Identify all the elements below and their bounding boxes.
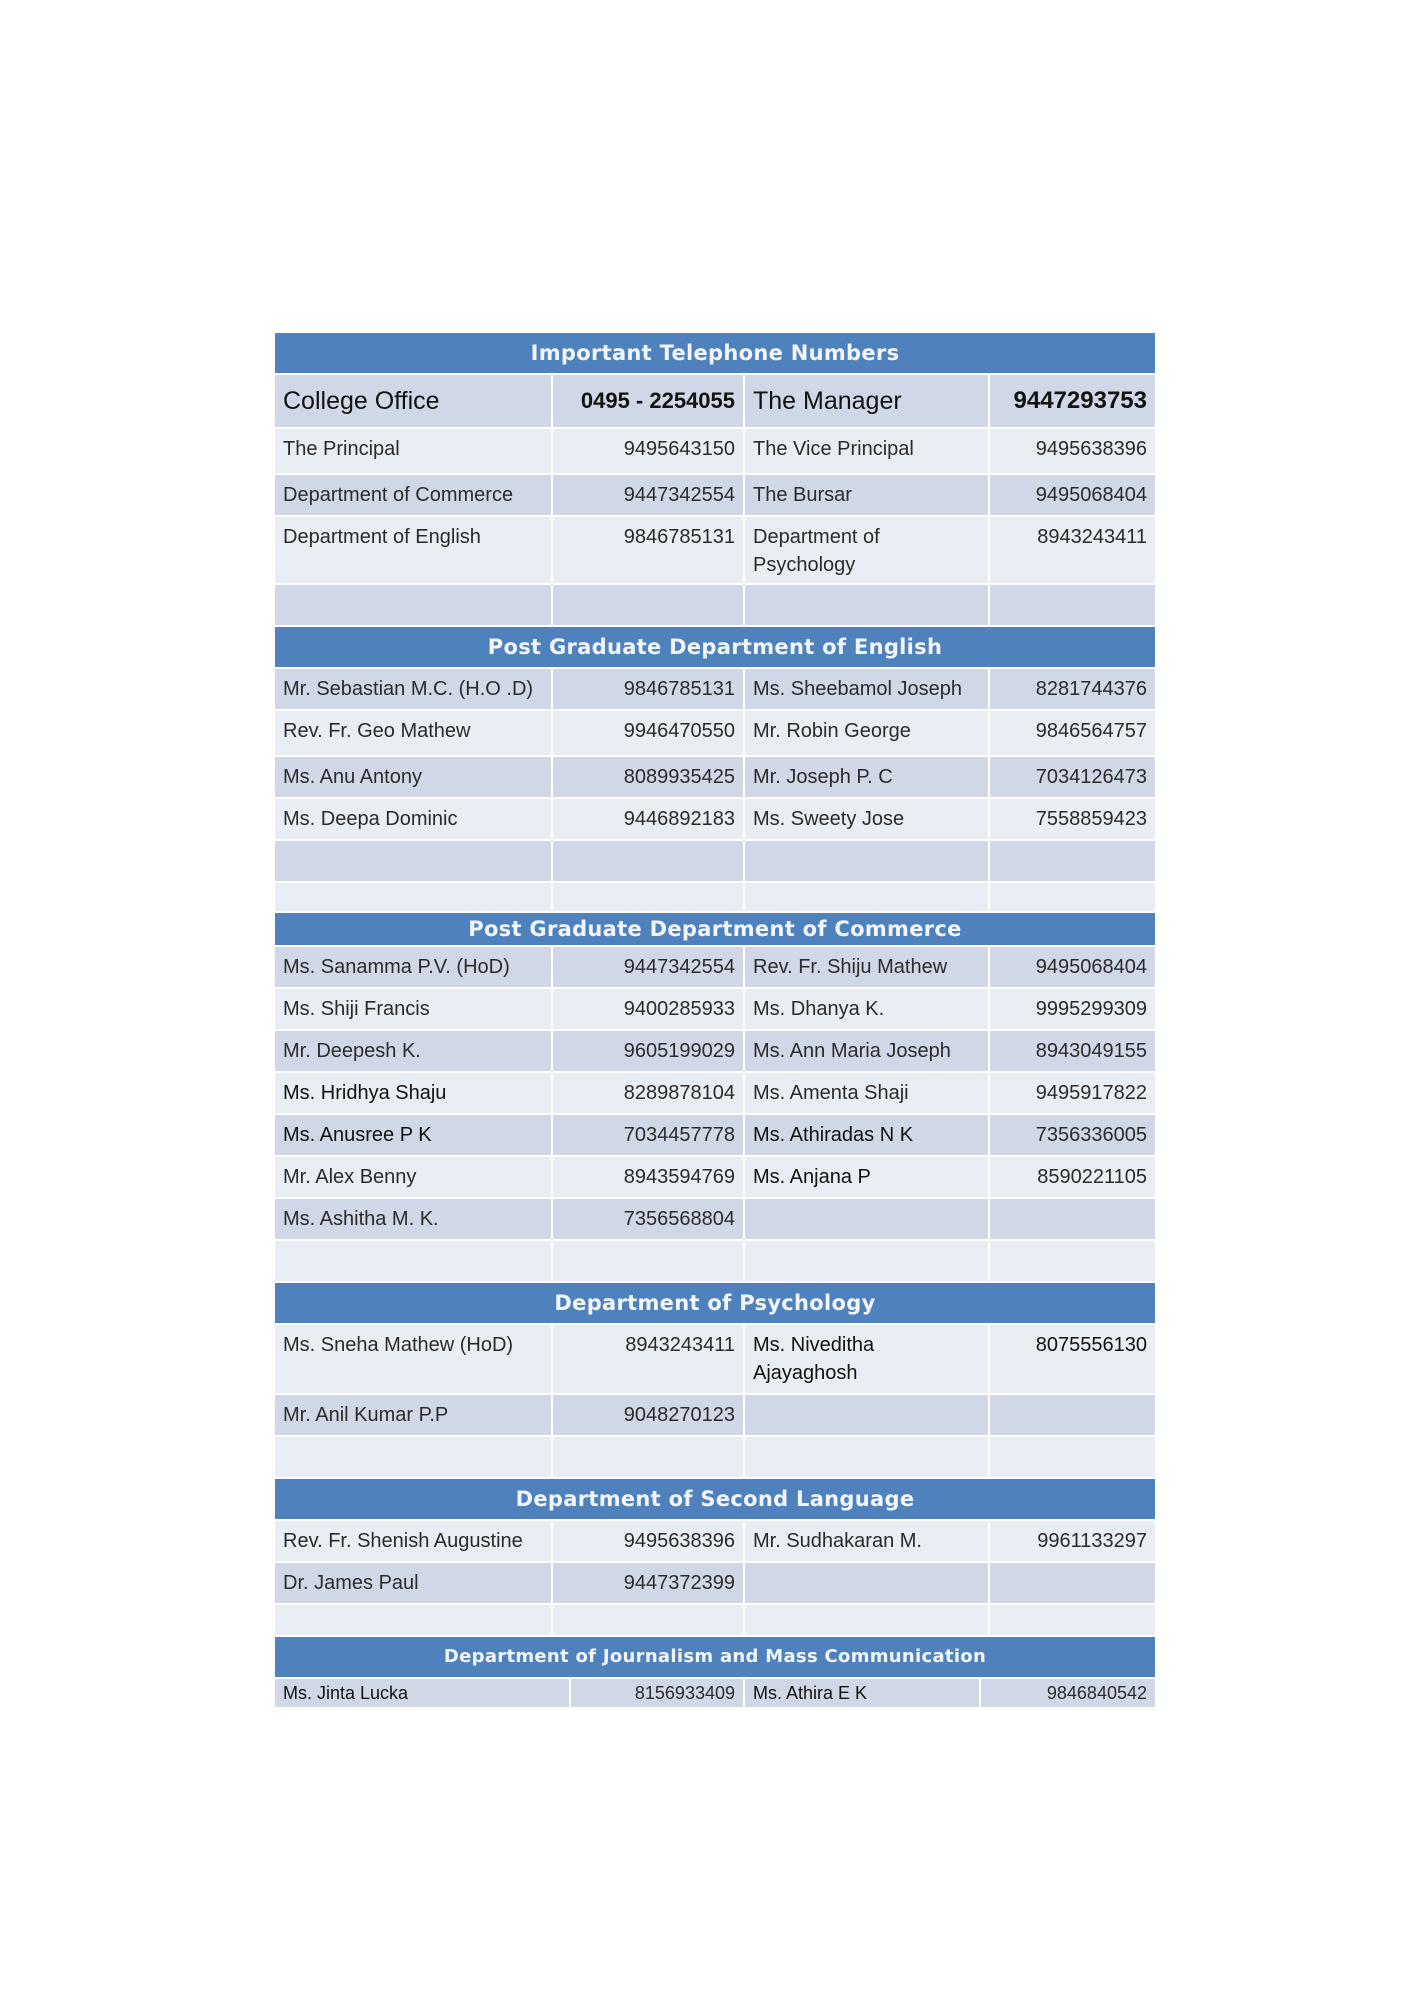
contact-name: Ms. Sneha Mathew (HoD) <box>275 1325 553 1393</box>
contact-name: Department of English <box>275 517 553 583</box>
contact-name: Ms. Anjana P <box>745 1157 990 1197</box>
contact-name: Rev. Fr. Shiju Mathew <box>745 947 990 987</box>
contact-name: Department of Commerce <box>275 475 553 515</box>
contact-name: The Bursar <box>745 475 990 515</box>
contact-name: Ms. Hridhya Shaju <box>275 1073 553 1113</box>
contact-name <box>745 1395 990 1435</box>
spacer-row <box>275 585 1155 627</box>
contact-phone: 9846785131 <box>553 669 745 709</box>
contact-name <box>745 1563 990 1603</box>
contact-phone: 7034126473 <box>990 757 1155 797</box>
contact-name: College Office <box>275 375 553 427</box>
table-row <box>275 1199 1155 1241</box>
contact-phone: 8289878104 <box>553 1073 745 1113</box>
contact-phone: 7034457778 <box>553 1115 745 1155</box>
contact-phone: 9846564757 <box>990 711 1155 755</box>
contact-name: Ms. Amenta Shaji <box>745 1073 990 1113</box>
table-row <box>275 711 1155 757</box>
table-row <box>275 1679 1155 1709</box>
contact-phone: 9495638396 <box>990 429 1155 473</box>
contact-phone: 9447372399 <box>553 1563 745 1603</box>
spacer-row <box>275 1437 1155 1479</box>
table-row <box>275 1325 1155 1395</box>
contact-phone: 8281744376 <box>990 669 1155 709</box>
contact-name: Mr. Robin George <box>745 711 990 755</box>
contact-phone: 7356336005 <box>990 1115 1155 1155</box>
table-row <box>275 1115 1155 1157</box>
table-row <box>275 669 1155 711</box>
contact-phone: 9846840542 <box>981 1679 1155 1707</box>
contact-phone: 8943049155 <box>990 1031 1155 1071</box>
contact-name: Ms. Deepa Dominic <box>275 799 553 839</box>
contact-phone: 9048270123 <box>553 1395 745 1435</box>
contact-phone: 9447293753 <box>990 375 1155 427</box>
contact-phone: 8943243411 <box>553 1325 745 1393</box>
spacer-row <box>275 1241 1155 1283</box>
contact-phone: 8075556130 <box>990 1325 1155 1393</box>
contact-phone: 7356568804 <box>553 1199 745 1239</box>
contact-phone: 8943594769 <box>553 1157 745 1197</box>
section-heading: Post Graduate Department of Commerce <box>275 913 1155 947</box>
contact-phone <box>990 1395 1155 1435</box>
contact-name: Department of Psychology <box>745 517 990 583</box>
contact-name: The Vice Principal <box>745 429 990 473</box>
section-heading: Department of Second Language <box>275 1479 1155 1521</box>
contact-name: Dr. James Paul <box>275 1563 553 1603</box>
section-heading: Department of Journalism and Mass Communication <box>275 1637 1155 1679</box>
table-row <box>275 1157 1155 1199</box>
contact-name: Mr. Sudhakaran M. <box>745 1521 990 1561</box>
telephone-directory <box>275 333 1155 1709</box>
contact-phone: 9961133297 <box>990 1521 1155 1561</box>
contact-phone: 9447342554 <box>553 947 745 987</box>
table-row <box>275 375 1155 429</box>
table-row <box>275 799 1155 841</box>
contact-phone: 0495 - 2254055 <box>553 375 745 427</box>
contact-phone <box>990 1199 1155 1239</box>
contact-phone: 9400285933 <box>553 989 745 1029</box>
contact-phone: 8943243411 <box>990 517 1155 583</box>
contact-name: Rev. Fr. Shenish Augustine <box>275 1521 553 1561</box>
contact-phone: 9605199029 <box>553 1031 745 1071</box>
contact-phone: 8156933409 <box>571 1679 745 1707</box>
spacer-row <box>275 1605 1155 1637</box>
contact-name <box>745 1199 990 1239</box>
contact-name: Mr. Anil Kumar P.P <box>275 1395 553 1435</box>
spacer-row <box>275 841 1155 883</box>
contact-name: Ms. Dhanya K. <box>745 989 990 1029</box>
contact-name: Mr. Joseph P. C <box>745 757 990 797</box>
contact-phone: 9447342554 <box>553 475 745 515</box>
contact-phone: 9446892183 <box>553 799 745 839</box>
contact-phone: 8089935425 <box>553 757 745 797</box>
contact-name: Ms. Jinta Lucka <box>275 1679 571 1707</box>
contact-phone: 7558859423 <box>990 799 1155 839</box>
contact-name: Ms. Sheebamol Joseph <box>745 669 990 709</box>
contact-name: Ms. Athiradas N K <box>745 1115 990 1155</box>
contact-phone: 9995299309 <box>990 989 1155 1029</box>
table-row <box>275 1073 1155 1115</box>
table-row <box>275 1563 1155 1605</box>
section-heading: Department of Psychology <box>275 1283 1155 1325</box>
contact-name: Ms. Anusree P K <box>275 1115 553 1155</box>
contact-phone: 9495638396 <box>553 1521 745 1561</box>
contact-name: Ms. Shiji Francis <box>275 989 553 1029</box>
contact-phone: 9495917822 <box>990 1073 1155 1113</box>
contact-name: Ms. Ashitha M. K. <box>275 1199 553 1239</box>
contact-name: Ms. Ann Maria Joseph <box>745 1031 990 1071</box>
directory-title: Important Telephone Numbers <box>275 333 1155 375</box>
contact-phone <box>990 1563 1155 1603</box>
contact-name: Ms. Sanamma P.V. (HoD) <box>275 947 553 987</box>
contact-name: Mr. Deepesh K. <box>275 1031 553 1071</box>
table-row <box>275 475 1155 517</box>
table-row <box>275 1031 1155 1073</box>
contact-phone: 9946470550 <box>553 711 745 755</box>
table-row <box>275 1395 1155 1437</box>
spacer-row <box>275 883 1155 913</box>
contact-name: The Principal <box>275 429 553 473</box>
contact-phone: 8590221105 <box>990 1157 1155 1197</box>
contact-name: Mr. Alex Benny <box>275 1157 553 1197</box>
table-row <box>275 429 1155 475</box>
contact-name: Mr. Sebastian M.C. (H.O .D) <box>275 669 553 709</box>
table-row <box>275 1521 1155 1563</box>
contact-phone: 9495068404 <box>990 475 1155 515</box>
table-row <box>275 757 1155 799</box>
contact-name: The Manager <box>745 375 990 427</box>
contact-name: Ms. Niveditha Ajayaghosh <box>745 1325 990 1393</box>
contact-phone: 9495643150 <box>553 429 745 473</box>
table-row <box>275 989 1155 1031</box>
contact-phone: 9846785131 <box>553 517 745 583</box>
contact-name: Ms. Sweety Jose <box>745 799 990 839</box>
contact-name: Ms. Anu Antony <box>275 757 553 797</box>
contact-name: Ms. Athira E K <box>745 1679 981 1707</box>
contact-name: Rev. Fr. Geo Mathew <box>275 711 553 755</box>
section-heading: Post Graduate Department of English <box>275 627 1155 669</box>
table-row <box>275 947 1155 989</box>
table-row <box>275 517 1155 585</box>
contact-phone: 9495068404 <box>990 947 1155 987</box>
